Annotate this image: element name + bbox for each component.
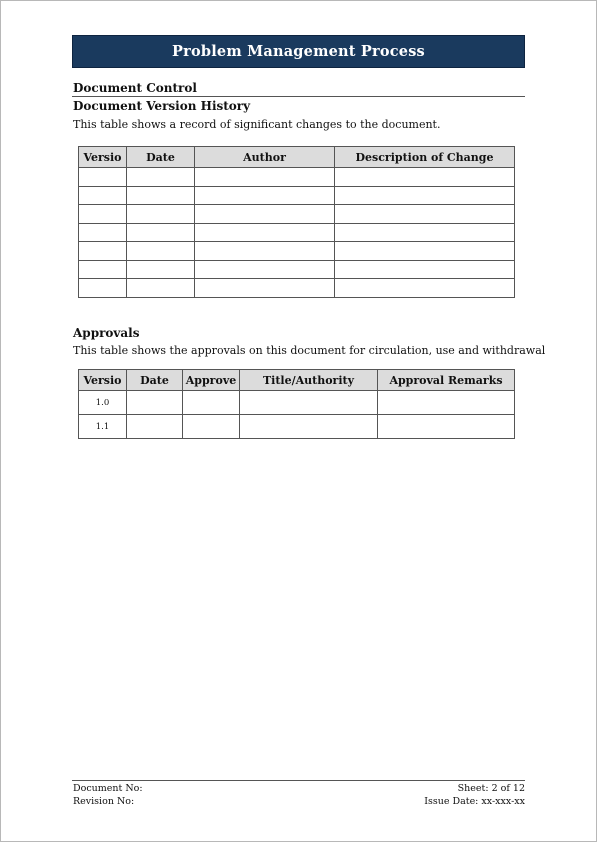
table-cell (79, 242, 127, 261)
table-header-row (79, 147, 515, 168)
table-cell (79, 205, 127, 224)
table-row (79, 223, 515, 242)
document-number-label: Document No: (73, 783, 143, 794)
column-header-date: Date (127, 147, 195, 168)
table-cell (79, 168, 127, 187)
table-cell (195, 242, 335, 261)
table-cell (195, 205, 335, 224)
table-cell (127, 242, 195, 261)
table-row (79, 186, 515, 205)
table-row (79, 260, 515, 279)
table-cell (127, 279, 195, 298)
table-cell (335, 168, 515, 187)
table-cell (195, 223, 335, 242)
approvals-intro: This table shows the approvals on this document for circulation, use and withdrawal (73, 344, 546, 357)
version-cell: 1.0 (79, 391, 127, 415)
table-cell (195, 186, 335, 205)
sheet-number: Sheet: 2 of 12 (457, 783, 525, 794)
page-title: Problem Management Process (172, 43, 425, 60)
table-cell (195, 260, 335, 279)
table-cell (127, 168, 195, 187)
table-cell (335, 223, 515, 242)
column-header-title-authority: Title/Authority (240, 370, 378, 391)
table-row (79, 205, 515, 224)
table-cell (79, 279, 127, 298)
issue-date: Issue Date: xx-xxx-xx (424, 796, 525, 807)
column-header-version: Versio (79, 147, 127, 168)
version-cell: 1.1 (79, 415, 127, 439)
column-header-approval-remarks: Approval Remarks (378, 370, 515, 391)
table-cell (378, 391, 515, 415)
column-header-version: Versio (79, 370, 127, 391)
column-header-author: Author (195, 147, 335, 168)
table-cell (335, 186, 515, 205)
table-cell (127, 223, 195, 242)
table-cell (127, 186, 195, 205)
table-cell (195, 168, 335, 187)
table-cell (240, 415, 378, 439)
table-row (79, 279, 515, 298)
document-control-heading: Document Control (73, 81, 197, 95)
table-cell (127, 415, 183, 439)
approvals-table (78, 369, 515, 439)
table-cell (335, 260, 515, 279)
table-cell (127, 391, 183, 415)
table-row (79, 391, 515, 415)
revision-number-label: Revision No: (73, 796, 135, 807)
column-header-approver: Approve (183, 370, 240, 391)
title-banner (72, 35, 525, 68)
table-cell (183, 415, 240, 439)
version-history-table (78, 146, 515, 298)
table-cell (127, 260, 195, 279)
table-cell (79, 186, 127, 205)
table-header-row (79, 370, 515, 391)
table-cell (335, 205, 515, 224)
approvals-heading: Approvals (73, 326, 140, 340)
table-cell (240, 391, 378, 415)
table-cell (335, 242, 515, 261)
version-history-heading: Document Version History (73, 99, 251, 113)
table-cell (127, 205, 195, 224)
table-row (79, 242, 515, 261)
table-row (79, 168, 515, 187)
table-cell (79, 223, 127, 242)
heading-divider (72, 96, 525, 97)
table-cell (335, 279, 515, 298)
footer-divider (72, 780, 525, 781)
version-history-intro: This table shows a record of significant changes to the document. (73, 118, 441, 131)
column-header-description: Description of Change (335, 147, 515, 168)
table-row (79, 415, 515, 439)
column-header-date: Date (127, 370, 183, 391)
table-cell (79, 260, 127, 279)
table-cell (378, 415, 515, 439)
table-cell (183, 391, 240, 415)
table-cell (195, 279, 335, 298)
